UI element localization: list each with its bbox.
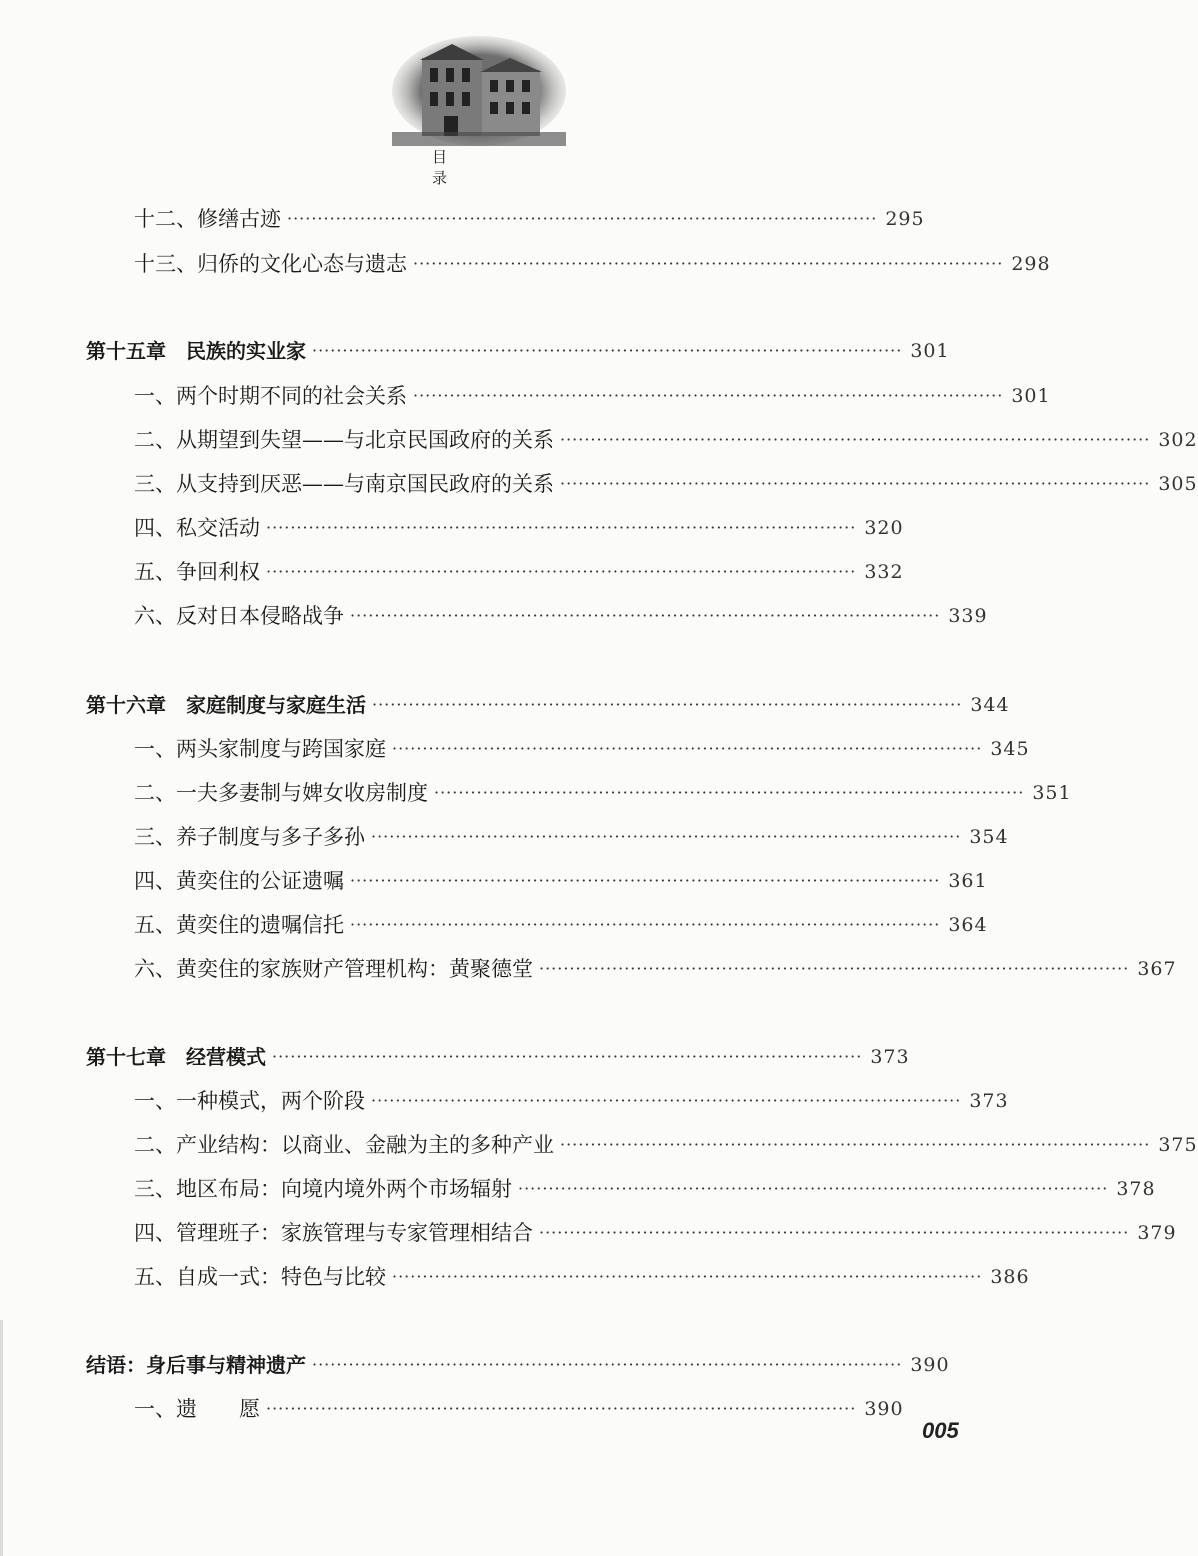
toc-chapter[interactable]: 第十五章 民族的实业家 ································································································· 301 xyxy=(86,339,950,363)
page-header xyxy=(0,0,1024,190)
toc-chapter[interactable]: 第十七章 经营模式 ································································································· 373 xyxy=(86,1045,910,1069)
toc-entry[interactable]: 四、黄奕住的公证遗嘱 ································································································· 361 xyxy=(134,869,988,893)
toc-entry[interactable]: 一、一种模式，两个阶段 ································································································· 373 xyxy=(134,1089,1009,1113)
toc-entry[interactable]: 二、产业结构：以商业、金融为主的多种产业 ································································································· 375 xyxy=(134,1133,1198,1157)
toc-entry[interactable]: 十二、修缮古迹 ································································································· 295 xyxy=(134,207,925,231)
toc-entry[interactable]: 一、遗 愿 ································································································· 390 xyxy=(134,1397,904,1421)
scan-edge-shadow xyxy=(0,1320,8,1556)
toc-chapter[interactable]: 结语：身后事与精神遗产 ································································································· 390 xyxy=(86,1353,950,1377)
toc-entry[interactable]: 六、反对日本侵略战争 ································································································· 339 xyxy=(134,604,988,628)
toc-entry[interactable]: 四、管理班子：家族管理与专家管理相结合 ································································································· 379 xyxy=(134,1221,1177,1245)
toc-entry[interactable]: 二、一夫多妻制与婢女收房制度 ································································································· 351 xyxy=(134,781,1072,805)
toc-entry[interactable]: 五、黄奕住的遗嘱信托 ································································································· 364 xyxy=(134,913,988,937)
toc-entry[interactable]: 三、地区布局：向境内境外两个市场辐射 ································································································· 378 xyxy=(134,1177,1156,1201)
toc-entry[interactable]: 三、从支持到厌恶——与南京国民政府的关系 ································································································· 305 xyxy=(134,472,1198,496)
toc-entry[interactable]: 五、自成一式：特色与比较 ································································································· 386 xyxy=(134,1265,1030,1289)
toc-entry[interactable]: 二、从期望到失望——与北京民国政府的关系 ································································································· 302 xyxy=(134,428,1198,452)
toc-entry[interactable]: 四、私交活动 ································································································· 320 xyxy=(134,516,904,540)
building-illustration xyxy=(392,36,566,146)
toc-chapter[interactable]: 第十六章 家庭制度与家庭生活 ································································································· 344 xyxy=(86,693,1010,717)
toc-entry[interactable]: 一、两个时期不同的社会关系 ································································································· 301 xyxy=(134,384,1051,408)
toc-entry[interactable]: 一、两头家制度与跨国家庭 ································································································· 345 xyxy=(134,737,1030,761)
toc-entry[interactable]: 十三、归侨的文化心态与遗志 ································································································· 298 xyxy=(134,252,1051,276)
toc-entry[interactable]: 三、养子制度与多子多孙 ································································································· 354 xyxy=(134,825,1009,849)
toc-entry[interactable]: 五、争回利权 ································································································· 332 xyxy=(134,560,904,584)
toc-entry[interactable]: 六、黄奕住的家族财产管理机构：黄聚德堂 ································································································· 367 xyxy=(134,957,1177,981)
section-label: 目录 xyxy=(432,148,492,187)
page-number: 005 xyxy=(922,1418,959,1443)
